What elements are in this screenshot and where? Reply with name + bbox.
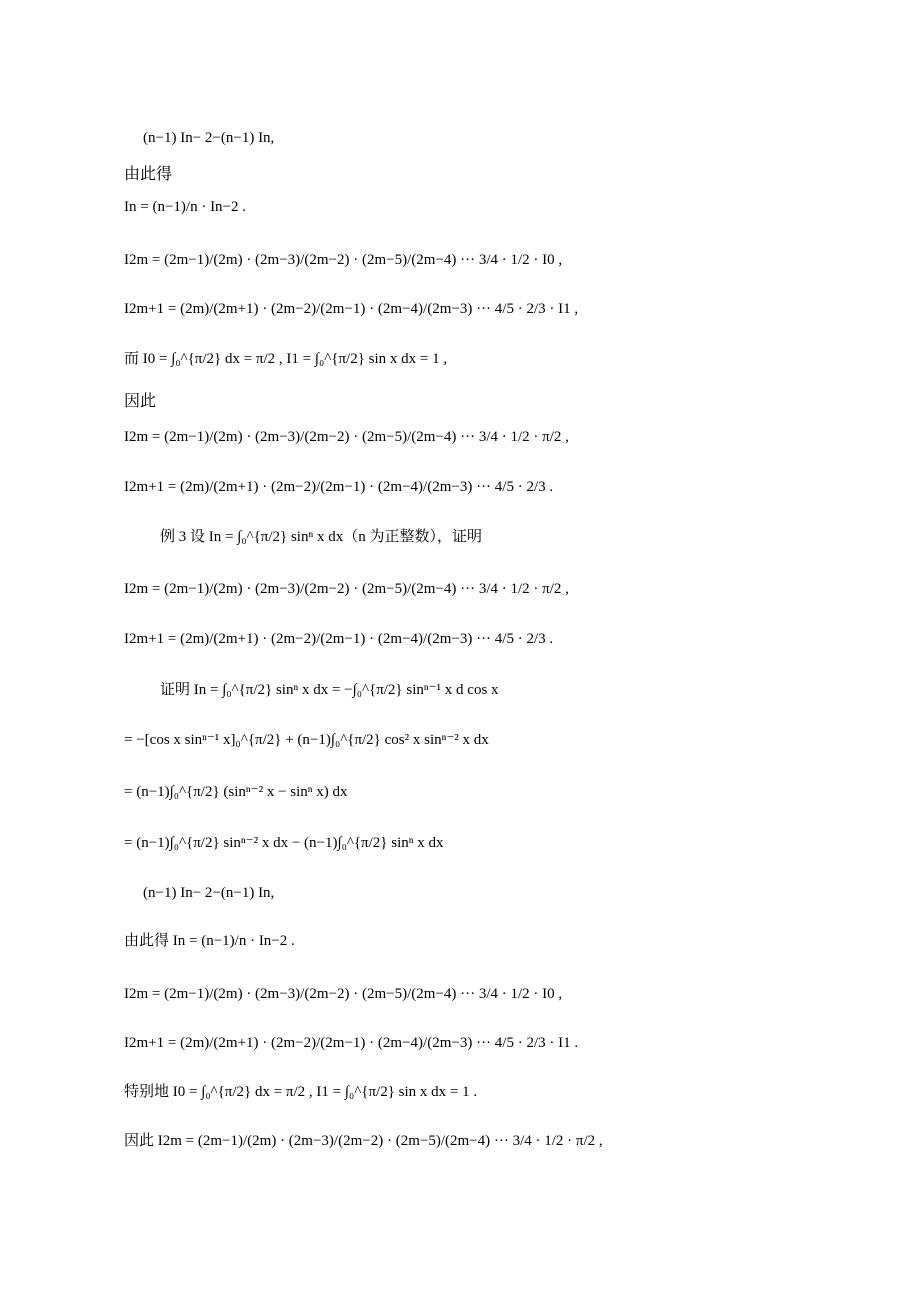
line-i2m-i0: I2m = (2m−1)/(2m) · (2m−3)/(2m−2) · (2m−5)/(2m−4) ··· 3/4 · 1/2 · I0 ,	[124, 252, 563, 268]
line-example-3: 例 3 设 In = ∫₀^{π/2} sinⁿ x dx（n 为正整数），证明	[160, 529, 482, 545]
line-i2m1-i1-2: I2m+1 = (2m)/(2m+1) · (2m−2)/(2m−1) · (2m−4)/(2m−3) ··· 4/5 · 2/3 · I1 .	[124, 1035, 579, 1051]
line-i2m1-claim: I2m+1 = (2m)/(2m+1) · (2m−2)/(2m−1) · (2m−4)/(2m−3) ··· 4/5 · 2/3 .	[124, 631, 554, 647]
line-i2m1-result: I2m+1 = (2m)/(2m+1) · (2m−2)/(2m−1) · (2m−4)/(2m−3) ··· 4/5 · 2/3 .	[124, 479, 554, 495]
line-final-result: 因此 I2m = (2m−1)/(2m) · (2m−3)/(2m−2) · (2m−5)/(2m−4) ··· 3/4 · 1/2 · π/2 ,	[124, 1133, 603, 1149]
line-proof-step3: = (n−1)∫₀^{π/2} sinⁿ⁻² x dx − (n−1)∫₀^{π/2} sinⁿ x dx	[124, 835, 444, 851]
line-special-values: 特别地 I0 = ∫₀^{π/2} dx = π/2 , I1 = ∫₀^{π/2} sin x dx = 1 .	[124, 1084, 478, 1100]
line-i0-i1-values: 而 I0 = ∫₀^{π/2} dx = π/2 , I1 = ∫₀^{π/2} sin x dx = 1 ,	[124, 351, 448, 367]
line-recurrence: (n−1) In− 2−(n−1) In,	[143, 130, 275, 146]
line-i2m1-i1: I2m+1 = (2m)/(2m+1) · (2m−2)/(2m−1) · (2m−4)/(2m−3) ··· 4/5 · 2/3 · I1 ,	[124, 301, 579, 317]
line-hence: 由此得	[124, 164, 173, 183]
line-in-formula: In = (n−1)/n · In−2 .	[124, 199, 247, 215]
line-i2m-claim: I2m = (2m−1)/(2m) · (2m−3)/(2m−2) · (2m−5)/(2m−4) ··· 3/4 · 1/2 · π/2 ,	[124, 581, 569, 597]
line-proof-start: 证明 In = ∫₀^{π/2} sinⁿ x dx = −∫₀^{π/2} sinⁿ⁻¹ x d cos x	[160, 682, 499, 698]
line-i2m-i0-2: I2m = (2m−1)/(2m) · (2m−3)/(2m−2) · (2m−5)/(2m−4) ··· 3/4 · 1/2 · I0 ,	[124, 986, 563, 1002]
line-proof-step2: = (n−1)∫₀^{π/2} (sinⁿ⁻² x − sinⁿ x) dx	[124, 784, 348, 800]
line-i2m-result: I2m = (2m−1)/(2m) · (2m−3)/(2m−2) · (2m−5)/(2m−4) ··· 3/4 · 1/2 · π/2 ,	[124, 429, 569, 445]
line-recurrence-2: (n−1) In− 2−(n−1) In,	[143, 885, 275, 901]
line-proof-step1: = −[cos x sinⁿ⁻¹ x]₀^{π/2} + (n−1)∫₀^{π/2} cos² x sinⁿ⁻² x dx	[124, 732, 489, 748]
line-hence-in: 由此得 In = (n−1)/n · In−2 .	[124, 933, 295, 949]
line-therefore: 因此	[124, 391, 157, 410]
